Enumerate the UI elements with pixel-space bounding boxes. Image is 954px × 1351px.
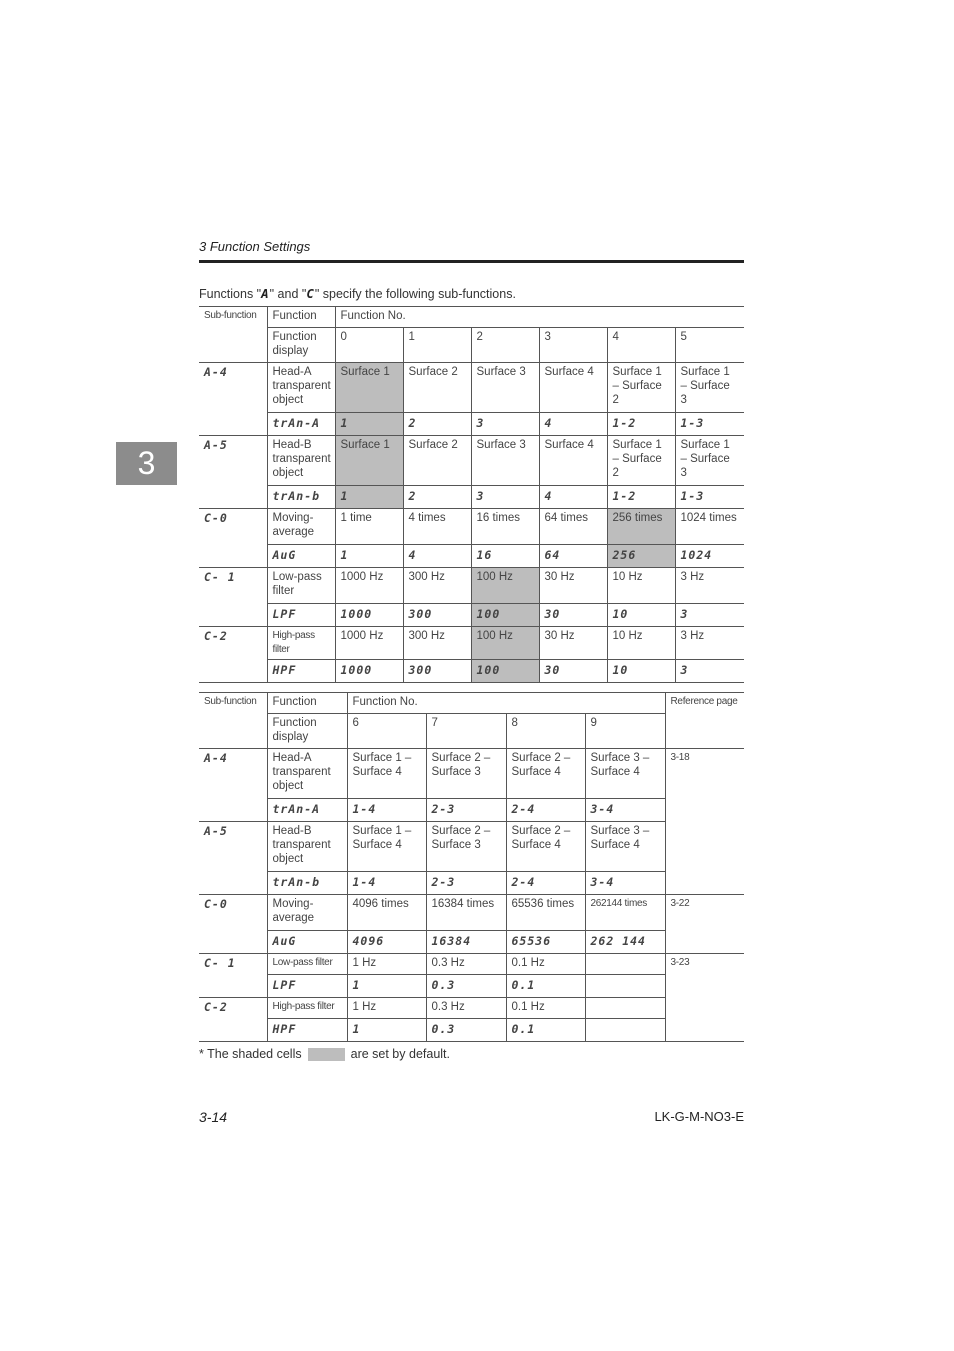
value-cell: Surface 1 (335, 363, 403, 413)
display-code: 16 (471, 545, 539, 568)
subfunction-code: C-0 (199, 509, 267, 568)
function-display: AuG (267, 931, 347, 954)
document-code: LK-G-M-NO3-E (654, 1109, 744, 1124)
value-cell: Surface 1 – Surface 3 (675, 363, 744, 413)
value-cell: 0.3 Hz (426, 954, 506, 975)
th-num: 8 (506, 714, 585, 749)
display-code: 3 (471, 486, 539, 509)
display-code: 64 (539, 545, 607, 568)
display-code: 2-3 (426, 872, 506, 895)
value-cell: 1 Hz (347, 954, 426, 975)
value-cell: 10 Hz (607, 627, 675, 660)
value-cell: 262144 times (585, 895, 665, 931)
value-cell: 1000 Hz (335, 568, 403, 604)
display-code: 1 (335, 486, 403, 509)
display-code: 1 (347, 975, 426, 998)
intro-prefix: Functions " (199, 287, 262, 301)
function-name: Moving-average (267, 509, 335, 545)
subfunction-code: A-4 (199, 749, 267, 822)
value-cell: Surface 1 – Surface 2 (607, 363, 675, 413)
display-code: 1000 (335, 604, 403, 627)
display-code: 4 (403, 545, 471, 568)
subfunction-code: C- 1 (199, 954, 267, 998)
function-display: trAn-b (267, 486, 335, 509)
function-name: Head-A transparent object (267, 363, 335, 413)
intro-middle: " and " (269, 287, 307, 301)
value-cell: 3 Hz (675, 627, 744, 660)
subfunction-code: C-2 (199, 998, 267, 1042)
th-num: 4 (607, 328, 675, 363)
value-cell: 65536 times (506, 895, 585, 931)
th-subfunction: Sub-function (199, 307, 267, 363)
value-cell: 4 times (403, 509, 471, 545)
function-name: High-pass filter (267, 998, 347, 1019)
value-cell: 300 Hz (403, 627, 471, 660)
display-code: 300 (403, 660, 471, 683)
display-code: 0.3 (426, 975, 506, 998)
value-cell: 3 Hz (675, 568, 744, 604)
display-code: 3 (675, 660, 744, 683)
display-code: 100 (471, 660, 539, 683)
display-code: 2 (403, 486, 471, 509)
display-code: 1-4 (347, 799, 426, 822)
value-cell: 64 times (539, 509, 607, 545)
display-code: 3-4 (585, 872, 665, 895)
value-cell: Surface 4 (539, 363, 607, 413)
value-cell: Surface 2 (403, 436, 471, 486)
display-code: 2-4 (506, 799, 585, 822)
intro-code-c: C (306, 286, 315, 301)
display-code: 100 (471, 604, 539, 627)
running-header: 3 Function Settings (199, 239, 311, 254)
value-cell: 300 Hz (403, 568, 471, 604)
value-cell: Surface 1 – Surface 4 (347, 749, 426, 799)
display-code: 3 (675, 604, 744, 627)
value-cell: 30 Hz (539, 627, 607, 660)
value-cell: Surface 3 (471, 436, 539, 486)
function-display: HPF (267, 1019, 347, 1042)
display-code: 0.1 (506, 975, 585, 998)
function-name: Moving-average (267, 895, 347, 931)
th-function-no: Function No. (335, 307, 744, 328)
display-code: 30 (539, 660, 607, 683)
function-table-1 (199, 306, 744, 683)
th-num: 9 (585, 714, 665, 749)
subfunction-code: A-5 (199, 436, 267, 509)
value-cell: Surface 1 – Surface 3 (675, 436, 744, 486)
reference-page: 3-23 (665, 954, 744, 1042)
th-reference-page: Reference page (665, 693, 744, 749)
display-code: 0.1 (506, 1019, 585, 1042)
value-cell: 0.3 Hz (426, 998, 506, 1019)
display-code: 2-3 (426, 799, 506, 822)
value-cell: 100 Hz (471, 568, 539, 604)
display-code: 65536 (506, 931, 585, 954)
subfunction-code: C-0 (199, 895, 267, 954)
function-display: trAn-b (267, 872, 347, 895)
value-cell: 30 Hz (539, 568, 607, 604)
value-cell: 0.1 Hz (506, 954, 585, 975)
page-number: 3-14 (199, 1109, 228, 1125)
th-function: Function (267, 693, 347, 714)
function-display: LPF (267, 975, 347, 998)
value-cell: 100 Hz (471, 627, 539, 660)
display-code: 3-4 (585, 799, 665, 822)
header-rule (199, 260, 744, 263)
display-code (585, 975, 665, 998)
display-code: 0.3 (426, 1019, 506, 1042)
th-function-display: Function display (267, 328, 335, 363)
value-cell: Surface 1 – Surface 2 (607, 436, 675, 486)
value-cell: 0.1 Hz (506, 998, 585, 1019)
display-code (585, 1019, 665, 1042)
value-cell: Surface 3 – Surface 4 (585, 822, 665, 872)
value-cell: Surface 3 (471, 363, 539, 413)
display-code: 1-2 (607, 413, 675, 436)
th-num: 7 (426, 714, 506, 749)
th-num: 2 (471, 328, 539, 363)
shade-swatch (308, 1048, 345, 1061)
display-code: 10 (607, 604, 675, 627)
subfunction-code: A-5 (199, 822, 267, 895)
function-name: High-pass filter (267, 627, 335, 660)
reference-page: 3-18 (665, 749, 744, 895)
display-code: 300 (403, 604, 471, 627)
th-num: 5 (675, 328, 744, 363)
display-code: 30 (539, 604, 607, 627)
value-cell: 4096 times (347, 895, 426, 931)
value-cell: Surface 2 – Surface 3 (426, 822, 506, 872)
function-name: Head-B transparent object (267, 436, 335, 486)
function-name: Head-B transparent object (267, 822, 347, 872)
reference-page: 3-22 (665, 895, 744, 954)
function-display: LPF (267, 604, 335, 627)
th-num: 0 (335, 328, 403, 363)
display-code: 4 (539, 413, 607, 436)
display-code: 2 (403, 413, 471, 436)
value-cell: 1000 Hz (335, 627, 403, 660)
value-cell: 1 time (335, 509, 403, 545)
subfunction-code: C- 1 (199, 568, 267, 627)
display-code: 2-4 (506, 872, 585, 895)
intro-code-a: A (261, 286, 270, 301)
note-prefix: * The shaded cells (199, 1047, 302, 1061)
value-cell: 10 Hz (607, 568, 675, 604)
display-code: 1000 (335, 660, 403, 683)
display-code: 1-3 (675, 413, 744, 436)
subfunction-code: A-4 (199, 363, 267, 436)
value-cell: Surface 4 (539, 436, 607, 486)
function-display: trAn-A (267, 799, 347, 822)
display-code: 3 (471, 413, 539, 436)
function-name: Low-pass filter (267, 954, 347, 975)
display-code: 1 (347, 1019, 426, 1042)
display-code: 1 (335, 545, 403, 568)
function-table-2 (199, 692, 744, 1042)
value-cell: Surface 2 – Surface 4 (506, 749, 585, 799)
value-cell: 16 times (471, 509, 539, 545)
th-num: 3 (539, 328, 607, 363)
value-cell: Surface 2 – Surface 4 (506, 822, 585, 872)
th-subfunction: Sub-function (199, 693, 267, 749)
th-num: 6 (347, 714, 426, 749)
note-suffix: are set by default. (350, 1047, 450, 1061)
th-num: 1 (403, 328, 471, 363)
function-name: Head-A transparent object (267, 749, 347, 799)
value-cell (585, 954, 665, 975)
value-cell: Surface 1 – Surface 4 (347, 822, 426, 872)
th-function-no: Function No. (347, 693, 665, 714)
function-display: HPF (267, 660, 335, 683)
value-cell: Surface 1 (335, 436, 403, 486)
chapter-tab: 3 (116, 442, 177, 485)
display-code: 256 (607, 545, 675, 568)
display-code: 1-3 (675, 486, 744, 509)
th-function: Function (267, 307, 335, 328)
display-code: 1024 (675, 545, 744, 568)
intro-suffix: " specify the following sub-functions. (314, 287, 516, 301)
value-cell: 1024 times (675, 509, 744, 545)
display-code: 16384 (426, 931, 506, 954)
display-code: 4 (539, 486, 607, 509)
value-cell: 1 Hz (347, 998, 426, 1019)
value-cell: 16384 times (426, 895, 506, 931)
intro-text (199, 286, 516, 301)
function-display: trAn-A (267, 413, 335, 436)
display-code: 1 (335, 413, 403, 436)
function-display: AuG (267, 545, 335, 568)
display-code: 1-4 (347, 872, 426, 895)
th-function-display: Function display (267, 714, 347, 749)
value-cell (585, 998, 665, 1019)
value-cell: Surface 2 (403, 363, 471, 413)
default-note (199, 1047, 450, 1061)
value-cell: Surface 3 – Surface 4 (585, 749, 665, 799)
display-code: 4096 (347, 931, 426, 954)
subfunction-code: C-2 (199, 627, 267, 683)
value-cell: 256 times (607, 509, 675, 545)
display-code: 1-2 (607, 486, 675, 509)
value-cell: Surface 2 – Surface 3 (426, 749, 506, 799)
display-code: 10 (607, 660, 675, 683)
function-name: Low-pass filter (267, 568, 335, 604)
display-code: 262 144 (585, 931, 665, 954)
